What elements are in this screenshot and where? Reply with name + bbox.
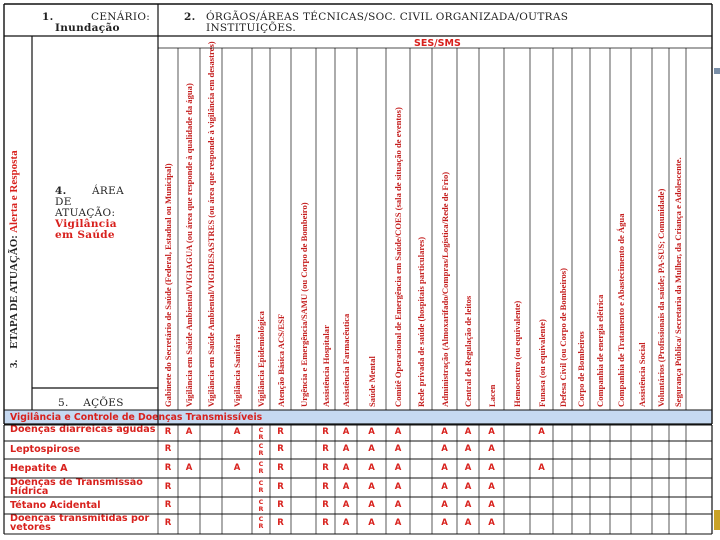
- column-header: Defesa Civil (ou Corpo de Bombeiros): [557, 267, 568, 407]
- table-cell: A: [464, 444, 472, 454]
- stacked-letter: R: [258, 485, 264, 494]
- table-cell: A: [368, 444, 375, 454]
- column-header: Corpo de Bombeiros: [576, 331, 586, 407]
- table-cell: R: [164, 427, 172, 437]
- area-value-line2: em Saúde: [55, 229, 115, 241]
- table-cell: A: [538, 462, 545, 473]
- row-label: Hepatite A: [10, 462, 68, 474]
- group-header-ses-sms: SES/SMS: [414, 38, 461, 49]
- row-label: Tétano Acidental: [10, 499, 101, 511]
- table-cell: R: [277, 518, 284, 528]
- table-cell: A: [394, 427, 402, 437]
- column-header: Central de Regulação de leitos: [463, 295, 473, 407]
- table-cell: R: [164, 518, 172, 528]
- table-cell: A: [441, 444, 448, 454]
- table-cell: A: [185, 427, 193, 437]
- table-cell: A: [488, 481, 495, 492]
- table-cell: R: [322, 444, 329, 454]
- column-header: Companhia de Tratamento e Abastecimento de Água: [615, 213, 626, 407]
- table-cell: A: [394, 481, 402, 492]
- column-header: Vigilância Epidemiológica: [256, 311, 266, 407]
- column-header: Comitê Operacional de Emergência em Saúde/COES (sala de situação de eventos): [393, 107, 403, 407]
- table-cell: A: [488, 499, 495, 510]
- table-cell: A: [394, 499, 402, 510]
- stacked-letter: C: [258, 479, 264, 487]
- column-header: Funasa (ou equivalente): [536, 319, 547, 407]
- table-cell: A: [441, 427, 448, 437]
- row-label: Doenças diarreicas agudas: [10, 424, 156, 435]
- row-label: Doenças de Transmissão Hídrica: [10, 477, 143, 498]
- table-cell: A: [368, 427, 375, 437]
- table-cell: R: [322, 518, 329, 528]
- cenario-value: Inundação: [55, 22, 120, 34]
- column-header: Vigilância em Saúde Ambiental/VIGIDESASTRES (ou área que responde à vigilância em desastres): [206, 41, 216, 407]
- table-cell: A: [342, 462, 350, 473]
- stacked-letter: C: [258, 460, 264, 468]
- table-cell: R: [322, 499, 329, 510]
- stacked-letter: C: [258, 426, 264, 434]
- column-header: Hemocentro (ou equivalente): [512, 300, 522, 407]
- etapa-number: 3.: [8, 359, 20, 368]
- stacked-letter: C: [258, 498, 264, 506]
- acoes-number: 5.: [58, 397, 69, 409]
- table-cell: A: [342, 427, 350, 437]
- table-cell: A: [233, 427, 241, 437]
- table-cell: R: [322, 462, 329, 473]
- stacked-letter: C: [258, 442, 264, 450]
- column-header: Vigilância Sanitária: [232, 334, 242, 407]
- section-title: Vigilância e Controle de Doenças Transmissíveis: [10, 412, 263, 423]
- table-cell: A: [394, 462, 402, 473]
- table-cell: R: [164, 444, 172, 454]
- column-header: Assistência Farmacêutica: [341, 313, 351, 407]
- table-cell: R: [164, 499, 172, 510]
- table-cell: A: [233, 462, 241, 473]
- column-header: Companhia de energia elétrica: [595, 294, 605, 407]
- area-label-line3: ATUAÇÃO:: [55, 207, 116, 219]
- table-cell: A: [464, 518, 472, 528]
- table-cell: R: [322, 427, 329, 437]
- table-cell: R: [277, 427, 284, 437]
- table-cell: A: [394, 444, 402, 454]
- table-cell: A: [538, 427, 545, 437]
- table-cell: A: [488, 444, 495, 454]
- table-cell: A: [441, 499, 448, 510]
- table-cell: A: [488, 427, 495, 437]
- stacked-letter: C: [258, 515, 264, 523]
- column-header: Administração (Almoxarifado/Compras/Logística/Rede de Frio): [439, 171, 450, 407]
- column-header: Assistência Hospitalar: [320, 325, 331, 407]
- table-cell: A: [342, 481, 350, 492]
- table-cell: A: [488, 518, 495, 528]
- table-cell: A: [342, 518, 350, 528]
- table-cell: R: [277, 481, 284, 492]
- orgaos-number: 2.: [184, 11, 196, 23]
- column-header: Atenção Básica ACS/ESF: [275, 313, 286, 407]
- etapa-title: ETAPA DE ATUAÇÃO:: [8, 235, 20, 349]
- table-cell: R: [277, 444, 284, 454]
- table-cell: R: [277, 499, 284, 510]
- column-header: Urgência e Emergência/SAMU (ou Corpo de Bombeiro): [298, 202, 309, 407]
- table-cell: A: [441, 462, 448, 473]
- table-cell: A: [368, 499, 375, 510]
- table-cell: A: [464, 462, 472, 473]
- table-cell: A: [185, 462, 193, 473]
- stacked-letter: R: [258, 448, 264, 457]
- orgaos-title-line2: INSTITUIÇÕES.: [206, 22, 297, 34]
- table-cell: A: [368, 462, 375, 473]
- orgaos-title-line1: ÓRGÃOS/ÁREAS TÉCNICAS/SOC. CIVIL ORGANIZADA/OUTRAS: [206, 11, 569, 23]
- column-header: Voluntários (Profissionais da saúde; PA-SUS; Comunidade): [655, 188, 666, 407]
- table-cell: A: [464, 427, 472, 437]
- cenario-number: 1.: [42, 11, 54, 23]
- stacked-letter: R: [258, 504, 264, 513]
- row-label: Leptospirose: [10, 444, 81, 455]
- table-cell: A: [342, 499, 350, 510]
- table-cell: A: [342, 444, 350, 454]
- cenario-label: CENÁRIO:: [91, 11, 151, 23]
- table-cell: A: [464, 499, 472, 510]
- table-cell: R: [164, 462, 172, 473]
- area-label-line2: DE: [55, 196, 72, 208]
- area-value-line1: Vigilância: [55, 218, 117, 230]
- column-header: Gabinete do Secretário de Saúde (Federal, Estadual ou Municipal): [163, 163, 173, 407]
- row-label: Doenças transmitidas por vetores: [10, 513, 150, 534]
- stacked-letter: R: [258, 466, 264, 475]
- table-cell: A: [441, 518, 448, 528]
- table-cell: R: [164, 481, 172, 492]
- table-cell: A: [394, 518, 402, 528]
- table-cell: A: [441, 481, 448, 492]
- table-cell: R: [322, 481, 329, 492]
- table-cell: A: [368, 518, 375, 528]
- column-header: Vigilância em Saúde Ambiental/VIGIAGUA (ou área que responde à qualidade da água): [184, 83, 194, 407]
- area-label-line1: ÁREA: [92, 185, 124, 197]
- column-header: Rede privada de saúde (hospitais particulares): [416, 236, 426, 407]
- table-cell: R: [277, 462, 284, 473]
- table-cell: A: [464, 481, 472, 492]
- area-number: 4.: [55, 185, 67, 197]
- stacked-letter: R: [258, 432, 264, 441]
- stacked-letter: R: [258, 521, 264, 530]
- column-header: Lacen: [486, 384, 497, 407]
- column-header: Assistência Social: [636, 342, 647, 407]
- etapa-value: Alerta e Resposta: [8, 150, 20, 233]
- table-cell: A: [488, 462, 495, 473]
- column-header: Segurança Pública/ Secretaria da Mulher, da Criança e Adolescente.: [672, 157, 683, 407]
- acoes-title: AÇÕES: [83, 397, 124, 409]
- table-cell: A: [368, 481, 375, 492]
- column-header: Saúde Mental: [366, 356, 377, 407]
